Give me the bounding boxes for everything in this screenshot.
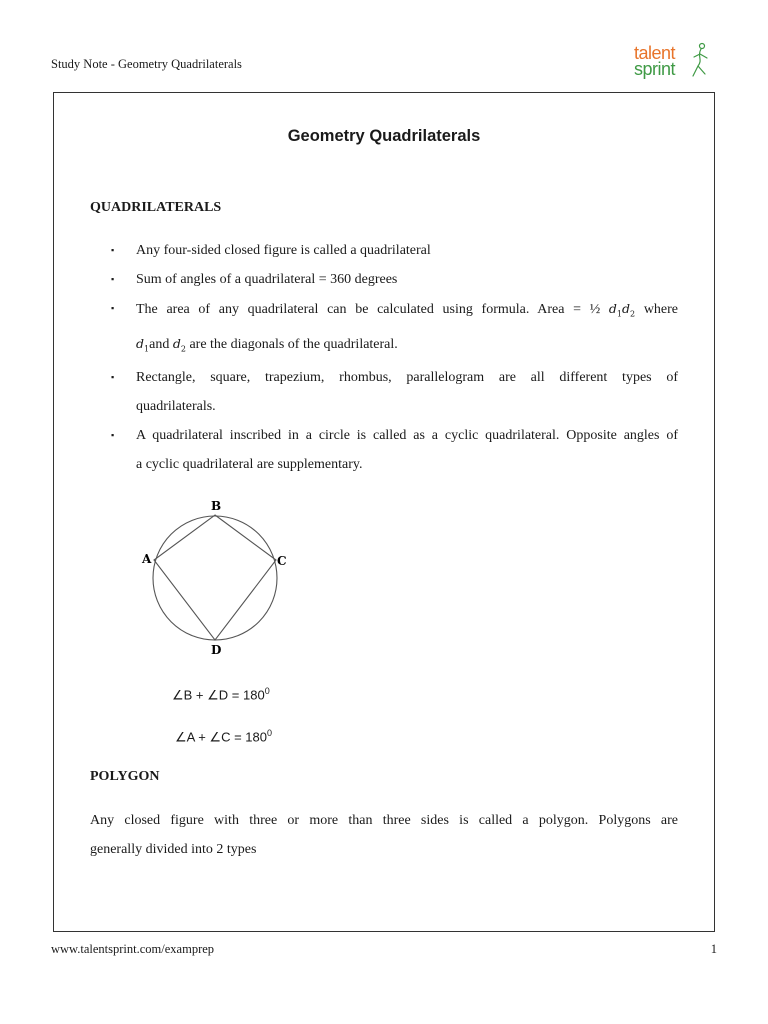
quadrilateral-facts-list (90, 236, 678, 479)
runner-icon (689, 42, 711, 80)
vertex-label-c: C (277, 554, 287, 568)
list-item: ▪ Sum of angles of a quadrilateral = 360 degrees (90, 265, 678, 294)
equation-b-plus-d: ∠B + ∠D = $180^0$ (172, 686, 270, 703)
footer-url: www.talentsprint.com/examprep (51, 942, 215, 956)
section-heading-quadrilaterals: QUADRILATERALS (90, 200, 222, 215)
circumcircle (153, 516, 277, 640)
talentsprint-logo (634, 42, 714, 82)
cyclic-quadrilateral-diagram (135, 490, 295, 660)
list-item: ▪ A quadrilateral inscribed in a circle is called as a cyclic quadrilateral. Opposite angles of a cyclic quadrilateral are supplementary. (90, 421, 678, 479)
formula-d1d2: $d_1d_2$ (608, 301, 636, 319)
list-item: ▪ Any four-sided closed figure is called a quadrilateral (90, 236, 678, 265)
list-item: ▪ Rectangle, square, trapezium, rhombus, parallelogram are all different types of quadrilaterals. (90, 363, 678, 421)
equation-a-plus-c: ∠A + ∠C = $180^0$ (175, 728, 272, 745)
logo-line2: sprint (634, 59, 676, 79)
vertex-label-b: B (211, 499, 222, 513)
polygon-paragraph: Any closed figure with three or more than three sides is called a polygon. Polygons are generally divided into 2 types (90, 813, 678, 857)
document-title: Geometry Quadrilaterals (287, 127, 481, 145)
vertex-label-a: A (142, 552, 152, 566)
list-item: ▪ The area of any quadrilateral can be calculated using formula. Area = ½ $d_1d_2$ where $d_1and$ $d_2$ are the diagonals of the quadrilateral. (90, 294, 678, 363)
section-heading-polygon: POLYGON (90, 769, 160, 784)
header-title: Study Note - Geometry Quadrilaterals (51, 57, 242, 71)
page-number: 1 (710, 942, 717, 956)
logo-line1: talent (634, 43, 676, 63)
vertex-label-d: D (211, 643, 222, 657)
